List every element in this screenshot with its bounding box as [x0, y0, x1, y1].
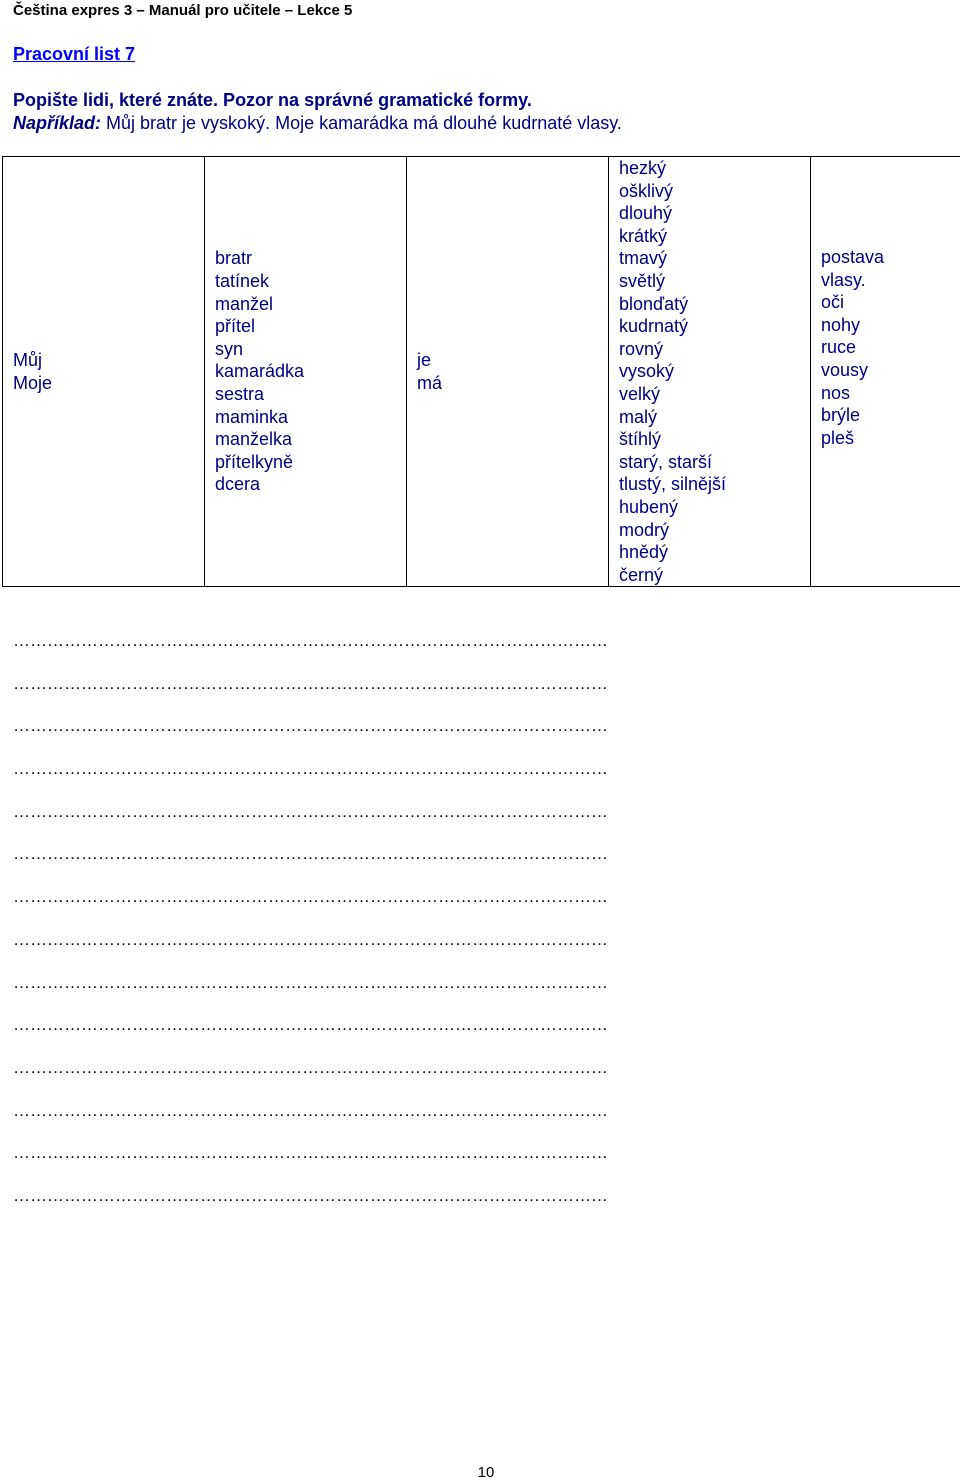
word-item: světlý	[619, 270, 666, 291]
word-item: tatínek	[215, 270, 270, 291]
word-item: brýle	[821, 405, 861, 426]
word-item: oči	[821, 292, 845, 313]
word-item: dcera	[215, 474, 261, 495]
vocabulary-row	[3, 157, 960, 587]
example-sentence	[13, 113, 622, 134]
word-item: vousy	[821, 359, 869, 380]
answer-line: ……………………………………………………………………………………………	[13, 1057, 608, 1077]
word-item: hnědý	[619, 542, 669, 563]
word-item: syn	[215, 338, 244, 359]
nouns-column	[811, 157, 960, 587]
answer-line: ……………………………………………………………………………………………	[13, 1100, 608, 1120]
word-item: Můj	[13, 350, 43, 371]
word-item: modrý	[619, 519, 670, 540]
word-item: velký	[619, 383, 661, 404]
word-item: maminka	[215, 406, 289, 427]
example-text: Můj bratr je vyskoký. Moje kamarádka má dlouhé kudrnaté vlasy.	[101, 113, 622, 133]
word-item: tmavý	[619, 248, 668, 269]
answer-line: ……………………………………………………………………………………………	[13, 716, 608, 736]
word-item: hubený	[619, 496, 679, 517]
example-label: Například:	[13, 113, 102, 133]
word-item: přítelkyně	[215, 451, 294, 472]
word-item: manžel	[215, 293, 274, 314]
word-item: sestra	[215, 383, 265, 404]
word-item: postava	[821, 247, 885, 267]
word-item: rovný	[619, 338, 664, 359]
word-item: nohy	[821, 314, 861, 335]
answer-line: ……………………………………………………………………………………………	[13, 1015, 608, 1035]
instruction-text: Popište lidi, které znáte. Pozor na správné gramatické formy.	[13, 90, 532, 110]
word-item: ošklivý	[619, 180, 674, 201]
answer-line: ……………………………………………………………………………………………	[13, 887, 608, 907]
answer-line: ……………………………………………………………………………………………	[13, 844, 608, 864]
word-item: vlasy.	[821, 269, 866, 290]
word-item: přítel	[215, 316, 256, 337]
possessives-column	[3, 157, 205, 587]
word-item: má	[417, 372, 443, 393]
word-item: starý, starší	[619, 451, 713, 472]
vocabulary-table	[2, 156, 960, 587]
answer-line: ……………………………………………………………………………………………	[13, 1143, 608, 1163]
worksheet-title: Pracovní list 7	[13, 44, 136, 64]
answer-line: ……………………………………………………………………………………………	[13, 631, 608, 650]
word-item: kudrnatý	[619, 316, 689, 337]
answer-lines	[13, 630, 953, 1228]
word-item: je	[417, 350, 432, 371]
word-item: malý	[619, 406, 658, 427]
word-item: vysoký	[619, 361, 675, 382]
word-item: hezký	[619, 158, 667, 178]
word-item: kamarádka	[215, 361, 305, 382]
answer-line: ……………………………………………………………………………………………	[13, 673, 608, 693]
word-item: ruce	[821, 337, 857, 358]
page-number: 10	[477, 1464, 495, 1481]
word-item: dlouhý	[619, 203, 673, 224]
word-item: bratr	[215, 248, 253, 269]
word-item: tlustý, silnější	[619, 474, 727, 495]
answer-line: ……………………………………………………………………………………………	[13, 1185, 608, 1205]
word-item: manželka	[215, 429, 293, 450]
running-header: Čeština expres 3 – Manuál pro učitele – Lekce 5	[13, 2, 353, 19]
answer-line: ……………………………………………………………………………………………	[13, 929, 608, 949]
people-column	[205, 157, 407, 587]
verbs-column	[407, 157, 609, 587]
word-item: černý	[619, 564, 664, 585]
answer-line: ……………………………………………………………………………………………	[13, 972, 608, 992]
word-item: blonďatý	[619, 293, 689, 314]
word-item: krátký	[619, 225, 668, 246]
answer-line: ……………………………………………………………………………………………	[13, 801, 608, 821]
word-item: štíhlý	[619, 429, 662, 450]
word-item: pleš	[821, 427, 855, 448]
word-item: Moje	[13, 372, 53, 393]
adjectives-column	[609, 157, 811, 587]
answer-line: ……………………………………………………………………………………………	[13, 759, 608, 779]
word-item: nos	[821, 382, 851, 403]
